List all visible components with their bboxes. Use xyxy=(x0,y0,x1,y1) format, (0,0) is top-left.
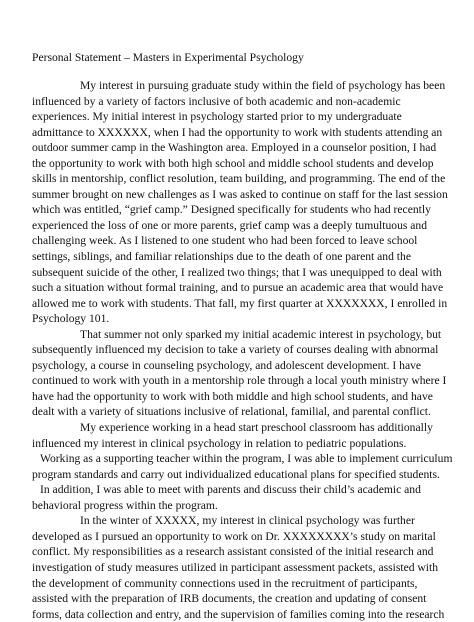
text-line: such a situation without formal training, and to pursue an academic area that would have xyxy=(32,281,444,295)
paragraph-3 xyxy=(32,420,453,513)
text-line: forms, data collection and entry, and the supervision of families coming into the research xyxy=(32,607,445,621)
text-line: skills in mentorship, conflict resolution, team building, and programming. The end of the xyxy=(32,172,446,186)
text-line: summer brought on new challenges as I was asked to continue on staff for the last session xyxy=(32,187,448,201)
text-line: subsequently influenced my decision to take a variety of courses dealing with abnormal xyxy=(32,343,439,357)
text-line: dealt with a variety of situations inclusive of relational, familial, and parental conflict. xyxy=(32,405,431,419)
text-line: psychology, a course in counseling psychology, and adolescent development. I have xyxy=(32,358,422,372)
text-line: Working as a supporting teacher within the program, I was able to implement curriculum xyxy=(40,452,453,466)
paragraph-4 xyxy=(32,513,445,622)
text-line: which was entitled, “grief camp.” Designed specifically for students who had recently xyxy=(32,203,431,217)
text-line: admittance to XXXXXX, when I had the opportunity to work with students attending an xyxy=(32,125,443,139)
text-line: the opportunity to work with both high school and middle school students and develop xyxy=(32,156,434,170)
text-line: allowed me to work with students. That fall, my first quarter at XXXXXXX, I enrolled in xyxy=(32,296,448,310)
text-line: My interest in pursuing graduate study within the field of psychology has been xyxy=(80,79,446,92)
text-line: subsequent suicide of the other, I realized two things; that I was unequipped to deal with xyxy=(32,265,442,279)
text-line: investigation of study measures utilized in participant assessment packets, assisted with xyxy=(32,560,439,574)
document-title: Personal Statement – Masters in Experimental Psychology xyxy=(32,51,304,64)
text-line: experiences. My initial interest in psychology started prior to my undergraduate xyxy=(32,110,402,124)
text-line: have had the opportunity to work with both middle and high school students, and have xyxy=(32,389,433,403)
text-line: influenced my interest in clinical psychology in relation to pediatric populations. xyxy=(32,436,407,450)
text-line: settings, siblings, and familiar relationships due to the death of one parent and the xyxy=(32,250,411,264)
text-line: In the winter of XXXXX, my interest in clinical psychology was further xyxy=(80,514,415,528)
text-line: the development of community connections used in the recruitment of participants, xyxy=(32,576,418,590)
text-line: outdoor summer camp in the Washington area. Employed in a counselor position, I had xyxy=(32,141,437,155)
text-line: experienced the loss of one or more parents, grief camp was a deeply tumultuous and xyxy=(32,218,428,232)
text-line: challenging week. As I listened to one student who had been forced to leave school xyxy=(32,234,418,248)
text-line: continued to work with youth in a mentorship role through a local youth ministry where I xyxy=(32,374,447,388)
text-line: assisted with the preparation of IRB documents, the creation and updating of consent xyxy=(32,592,427,606)
text-line: That summer not only sparked my initial academic interest in psychology, but xyxy=(80,327,442,341)
paragraph-2 xyxy=(32,327,447,420)
text-line: Psychology 101. xyxy=(32,312,110,326)
text-line: behavioral progress within the program. xyxy=(32,498,218,512)
text-line: In addition, I was able to meet with parents and discuss their child’s academic and xyxy=(40,483,421,497)
text-line: program standards and carry out individualized educational plans for specified students. xyxy=(32,467,440,481)
paragraph-1 xyxy=(32,78,448,327)
text-line: My experience working in a head start preschool classroom has additionally xyxy=(80,421,433,435)
text-line: developed as I pursued an opportunity to work on Dr. XXXXXXXX’s study on marital xyxy=(32,529,436,543)
text-line: conflict. My responsibilities as a research assistant consisted of the initial research and xyxy=(32,545,434,559)
text-line: influenced by a variety of factors inclusive of both academic and non-academic xyxy=(32,94,401,108)
